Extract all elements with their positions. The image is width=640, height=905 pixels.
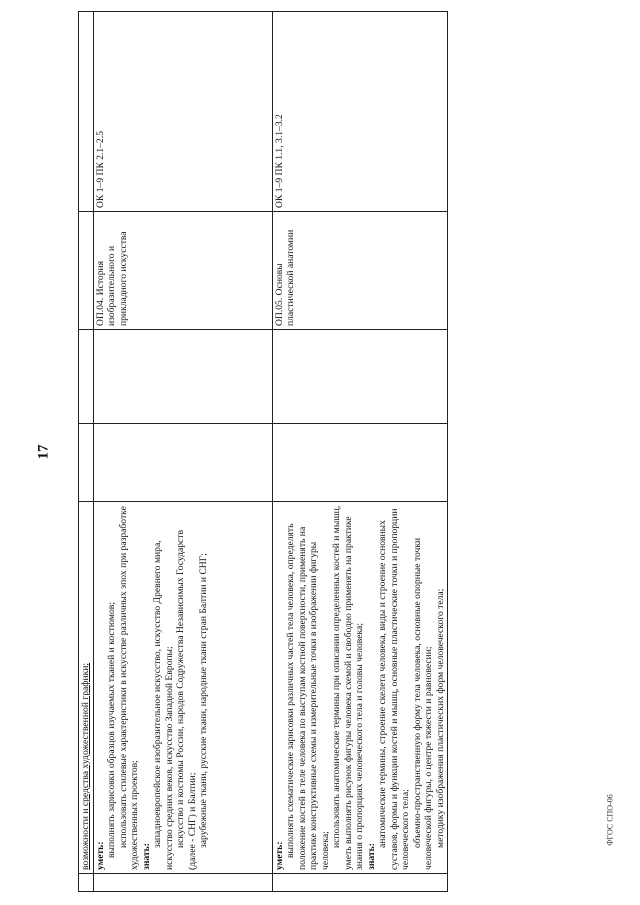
table-cell-intro	[79, 502, 94, 874]
table-cell-empty	[93, 424, 272, 502]
table-cell-empty	[79, 330, 94, 424]
table-row	[93, 12, 272, 892]
content-label: уметь:	[273, 841, 285, 870]
content-paragraph: выполнять схематические зарисовки различных частей тела человека, определять положение костей в теле человека по выступам костной поверхности, применять на практике конструктивные схемы и измерительные точки в изображении фигуры человека;	[285, 523, 331, 870]
content-paragraph: использовать анатомические термины при описании определенных костей и мышц, уметь выполнять рисунок фигуры человека схемой и свободно применять на практике знания о пропорциях человеческого тела и головы человека;	[331, 505, 365, 870]
competency-codes: ОК 1–9 ПК 2.1–2.5	[94, 130, 106, 208]
content-paragraph: объемно-пространственную форму тела человека, основные опорные точки человеческой фигуры, о центре тяжести и равновесии;	[411, 537, 434, 870]
table-cell-empty	[272, 330, 448, 424]
footer-code: ФГОС СПО-06	[605, 794, 615, 846]
table-cell-empty	[79, 212, 94, 330]
content-label: знать:	[140, 843, 152, 870]
table-cell-empty	[93, 330, 272, 424]
table-cell-empty	[272, 874, 448, 892]
discipline-name: ОП.05. Основы пластической анатомии	[273, 229, 296, 326]
table-cell-empty	[93, 874, 272, 892]
discipline-name: ОП.04. История изобразительного и прикладного искусства	[94, 231, 129, 326]
content-paragraph: зарубежные ткани, русские ткани, народные ткани стран Балтии и СНГ;	[198, 553, 209, 848]
content-paragraph: анатомические термины, строение скелета человека, виды и строение основных суставов, формы и функции костей и мышц, основные пластические точки и пропорции человеческого тела;	[377, 508, 411, 870]
table-cell-discipline	[93, 212, 272, 330]
curriculum-table	[78, 11, 448, 892]
table-cell-competencies	[93, 12, 272, 212]
table-cell-discipline	[272, 212, 448, 330]
table-row-intro	[79, 12, 94, 892]
content-label: знать:	[365, 843, 377, 870]
content-label: уметь:	[94, 841, 106, 870]
content-paragraph: выполнять зарисовки образцов изучаемых тканей и костюмов;	[106, 602, 117, 858]
intro-text: возможности и средства художественной графики;	[80, 662, 91, 870]
competency-codes: ОК 1–9 ПК 1.1, 3.1–3.2	[273, 114, 285, 208]
table-cell-empty	[272, 424, 448, 502]
table-row	[272, 12, 448, 892]
content-paragraph: методику изображения пластических форм человеческого тела;	[434, 588, 446, 848]
rotated-table-wrapper	[78, 12, 446, 892]
table-cell-empty	[79, 874, 94, 892]
table-cell-competencies	[272, 12, 448, 212]
table-cell-content	[93, 502, 272, 874]
table-cell-empty	[79, 12, 94, 212]
content-paragraph: использовать стилевые характеристики в искусстве различных эпох при разработке художественных проектов;	[117, 506, 140, 870]
content-paragraph: западноевропейское изобразительное искусство, искусство Древнего мира, искусство средних веков, искусство Западной Европы;	[152, 540, 175, 870]
table-cell-empty	[79, 424, 94, 502]
table-cell-content	[272, 502, 448, 874]
content-paragraph: искусство и костюмы России, народов Содружества Независимых Государств (далее - СНГ) и Балтии;	[175, 529, 198, 870]
page-number: 17	[35, 444, 52, 460]
